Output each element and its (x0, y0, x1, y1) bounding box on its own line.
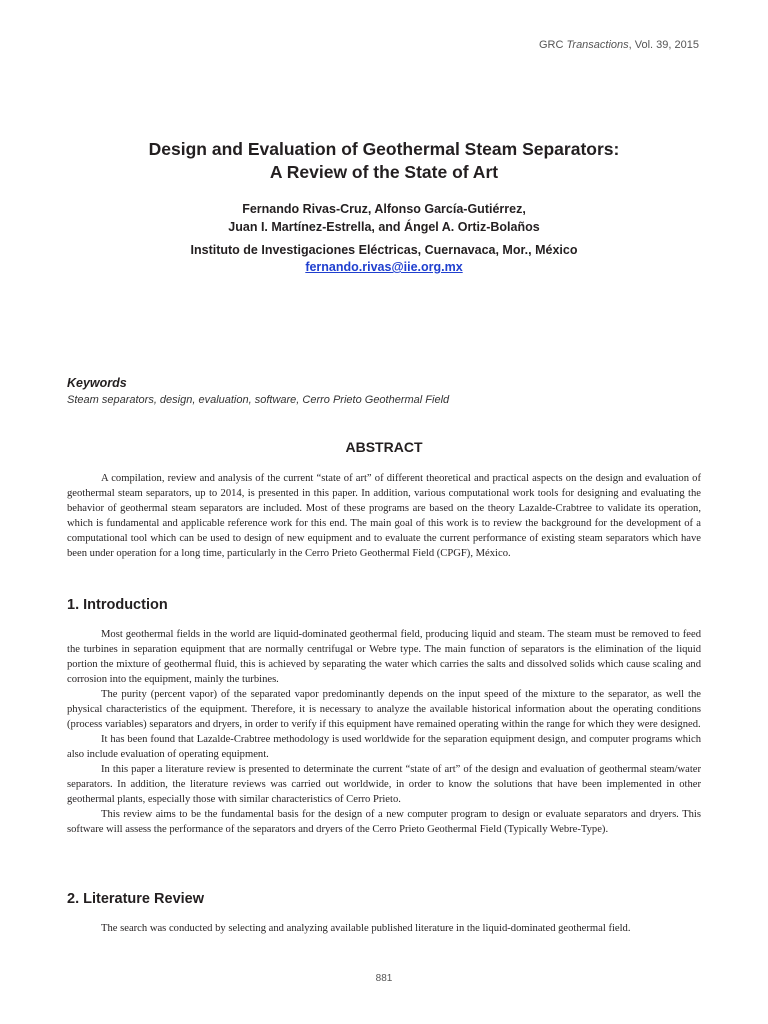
journal-series: Transactions (566, 39, 629, 51)
introduction-paragraph: In this paper a literature review is presented to determinate the current “state of art” of the design and evaluation of geothermal steam/water separators. In addition, the literature reviews was carried out worldwide, in order to know the solutions that have been implemented in other geothermal plants, especially those with similar characteristics of Cerro Prieto. (67, 764, 701, 805)
introduction-paragraph: It has been found that Lazalde-Crabtree methodology is used worldwide for the separation equipment design, and computer programs which also include evaluation of operating equipment. (67, 734, 701, 760)
journal-name: GRC (538, 39, 564, 51)
section-heading-introduction: 1. Introduction (67, 597, 168, 613)
author-list (0, 200, 768, 236)
introduction-paragraph: Most geothermal fields in the world are liquid-dominated geothermal field, producing liquid and steam. The steam must be removed to feed the turbines in separation equipment that are normally centrifugal or Webre type. The main function of separators is the elimination of the liquid portion the mixture of geothermal fluid, this is achieved by separating the water which carries the salts and dissolved solids which cause scaling and corrosion into the equipment, mainly the turbines. (67, 629, 701, 685)
introduction-paragraph: This review aims to be the fundamental basis for the design of a new computer program to design or evaluate separators and dryers. This software will assess the performance of the separators and dryers of the Cerro Prieto Geothermal Field (Typically Webre-Type). (67, 809, 701, 835)
journal-volume: , Vol. 39, 2015 (628, 39, 699, 51)
title-block (0, 138, 768, 276)
title-line-1: Design and Evaluation of Geothermal Steam Separators: (148, 139, 620, 159)
keywords-section (67, 376, 701, 406)
section-heading-literature-review: 2. Literature Review (67, 891, 204, 907)
running-head (539, 39, 699, 51)
introduction-body (67, 627, 701, 837)
introduction-paragraph: The purity (percent vapor) of the separated vapor predominantly depends on the input speed of the mixture to the separator, as well the physical characteristics of the equipment. Therefore, it is necessary to analyze the available historical information about the operating conditions (process variables) separators and dryers, in order to verify if this equipment have remained operating within the range for which they were designed. (67, 689, 701, 730)
literature-review-body (67, 921, 701, 936)
author-email-link[interactable]: fernando.rivas@iie.org.mx (305, 260, 463, 274)
title-line-2: A Review of the State of Art (269, 162, 499, 182)
abstract-body (67, 471, 701, 561)
affiliation: Instituto de Investigaciones Eléctricas, Cuernavaca, Mor., México (190, 243, 578, 257)
page-number: 881 (375, 973, 393, 984)
keywords-heading: Keywords (67, 376, 127, 390)
abstract-paragraph: A compilation, review and analysis of the current “state of art” of different theoretical and practical aspects on the design and evaluation of geothermal steam separators, up to 2014, is presented in this paper. In addition, various computational work tools for designing and evaluating the behavior of geothermal steam separators are included. Most of these programs are based on the theory Lazalde-Crabtree to validate its operation, which is fundamental and applicable reference work for this end. The main goal of this work is to review the background for the development of a computational tool which can be used to design of new equipment and to evaluate the current performance of existing steam separators which have been under operation for a long time, particularly in the Cerro Prieto Geothermal Field (CPGF), México. (67, 473, 701, 559)
authors-line-1: Fernando Rivas-Cruz, Alfonso García-Gutiérrez, (242, 202, 526, 216)
paper-title (0, 138, 768, 184)
literature-review-paragraph: The search was conducted by selecting and analyzing available published literature in the liquid-dominated geothermal field. (101, 923, 631, 934)
keywords-text: Steam separators, design, evaluation, software, Cerro Prieto Geothermal Field (67, 394, 450, 406)
authors-line-2: Juan I. Martínez-Estrella, and Ángel A. Ortiz-Bolaños (228, 220, 540, 234)
abstract-heading: ABSTRACT (345, 439, 423, 455)
